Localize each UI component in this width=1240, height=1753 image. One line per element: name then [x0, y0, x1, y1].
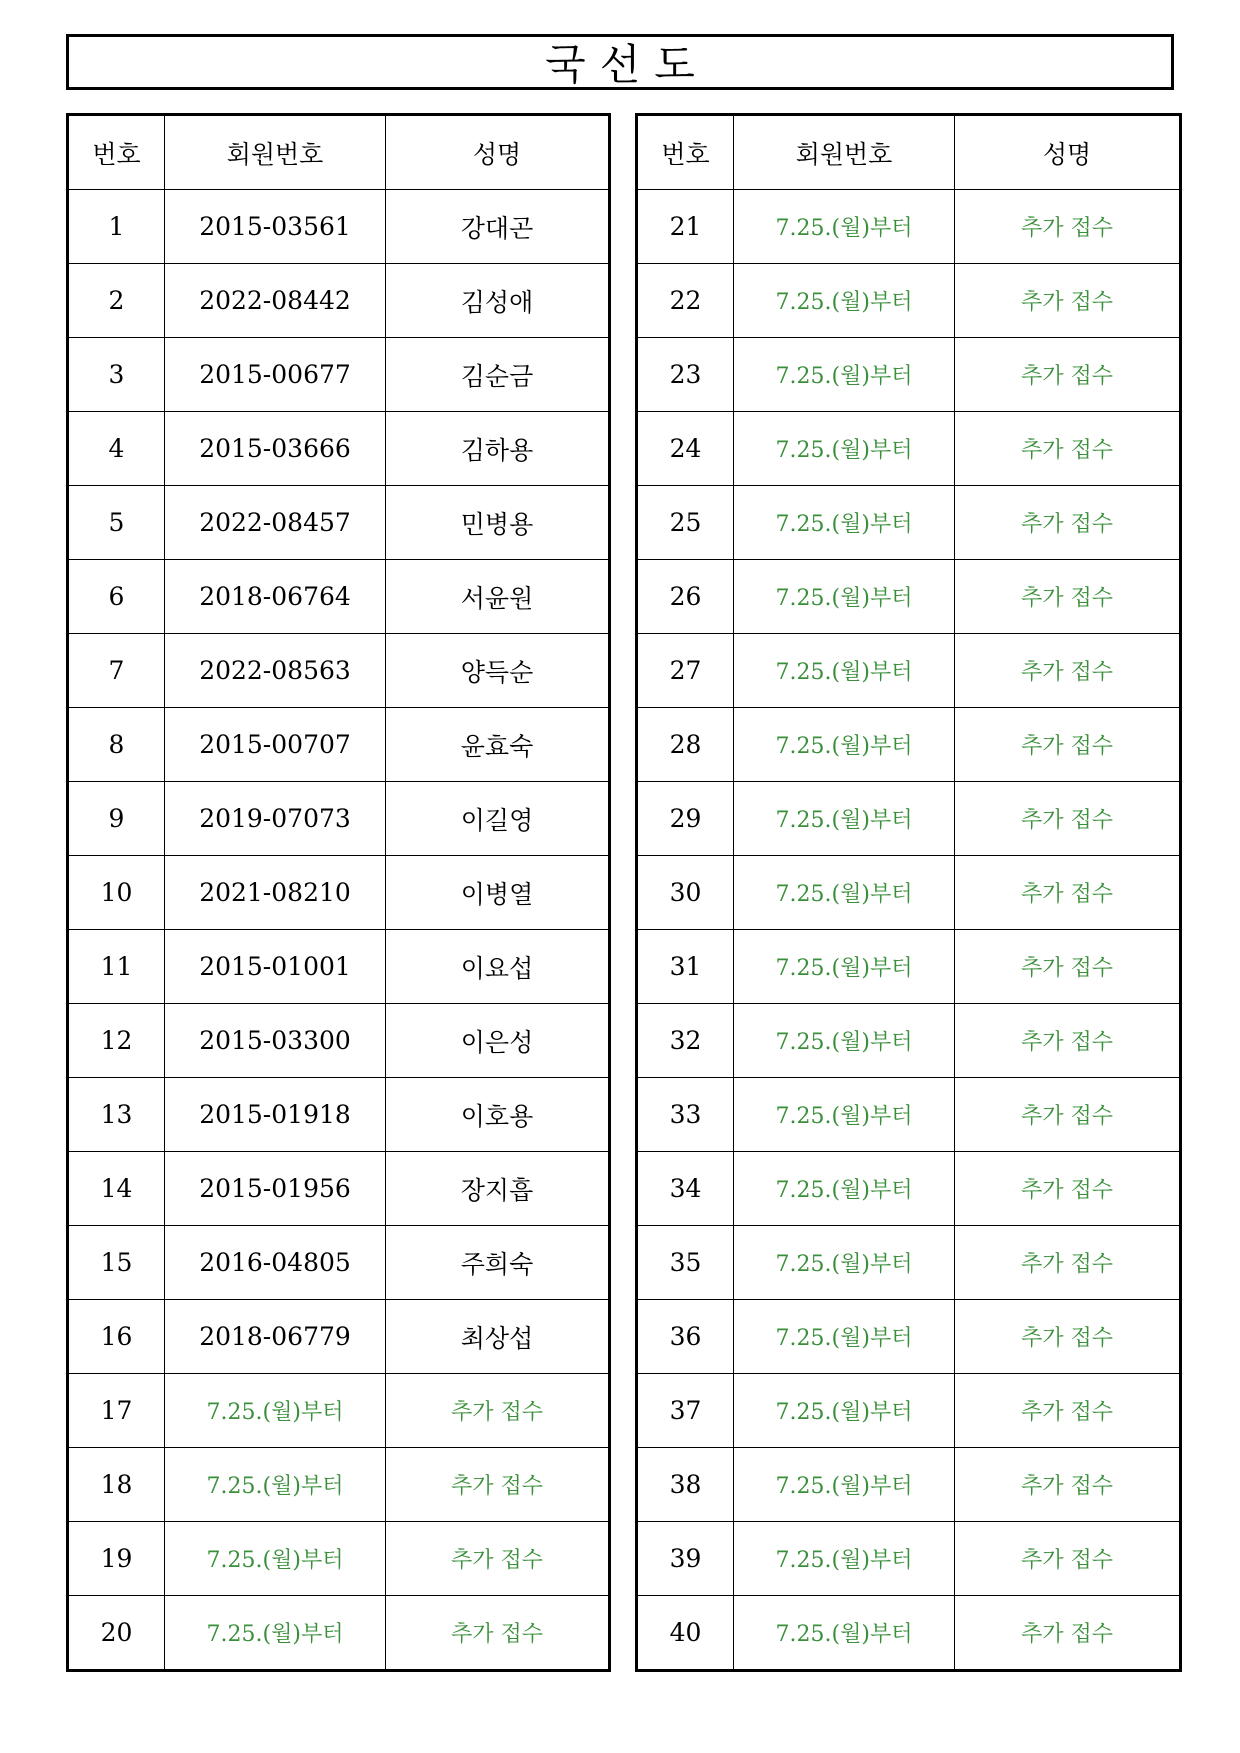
- member-name: 추가 접수: [955, 1078, 1181, 1152]
- member-id: 2015-03300: [165, 1004, 386, 1078]
- member-id: 2015-01918: [165, 1078, 386, 1152]
- member-id: 7.25.(월)부터: [734, 930, 955, 1004]
- member-id: 7.25.(월)부터: [734, 1448, 955, 1522]
- member-id: 7.25.(월)부터: [734, 1596, 955, 1671]
- member-name: 추가 접수: [955, 634, 1181, 708]
- member-name: 추가 접수: [955, 1374, 1181, 1448]
- member-name: 추가 접수: [955, 930, 1181, 1004]
- header-number: 번호: [637, 115, 734, 190]
- row-number: 40: [637, 1596, 734, 1671]
- table-row: [637, 1374, 1181, 1448]
- member-id: 7.25.(월)부터: [734, 412, 955, 486]
- member-name: 이호용: [386, 1078, 610, 1152]
- member-name: 추가 접수: [955, 560, 1181, 634]
- member-id: 7.25.(월)부터: [165, 1522, 386, 1596]
- table-row: [637, 708, 1181, 782]
- table-row: [68, 338, 610, 412]
- table-row: [68, 1596, 610, 1671]
- roster-table-right: [635, 113, 1182, 1672]
- table-row: [637, 782, 1181, 856]
- member-id: 2022-08457: [165, 486, 386, 560]
- member-id: 2021-08210: [165, 856, 386, 930]
- member-name: 추가 접수: [955, 338, 1181, 412]
- member-name: 추가 접수: [955, 782, 1181, 856]
- row-number: 14: [68, 1152, 165, 1226]
- table-row: [68, 1448, 610, 1522]
- row-number: 23: [637, 338, 734, 412]
- table-row: [68, 264, 610, 338]
- table-row: [68, 1004, 610, 1078]
- table-row: [68, 486, 610, 560]
- member-name: 이길영: [386, 782, 610, 856]
- table-row: [637, 634, 1181, 708]
- row-number: 27: [637, 634, 734, 708]
- table-row: [637, 412, 1181, 486]
- table-row: [68, 1374, 610, 1448]
- member-id: 7.25.(월)부터: [734, 1152, 955, 1226]
- table-row: [637, 338, 1181, 412]
- member-id: 2015-01001: [165, 930, 386, 1004]
- row-number: 5: [68, 486, 165, 560]
- row-number: 33: [637, 1078, 734, 1152]
- table-row: [637, 1448, 1181, 1522]
- member-name: 추가 접수: [386, 1448, 610, 1522]
- row-number: 22: [637, 264, 734, 338]
- table-row: [68, 1152, 610, 1226]
- member-id: 7.25.(월)부터: [734, 338, 955, 412]
- member-id: 2018-06764: [165, 560, 386, 634]
- member-id: 7.25.(월)부터: [734, 560, 955, 634]
- member-name: 강대곤: [386, 190, 610, 264]
- table-row: [637, 264, 1181, 338]
- table-row: [637, 1004, 1181, 1078]
- member-id: 7.25.(월)부터: [734, 1226, 955, 1300]
- table-header-row: [637, 115, 1181, 190]
- member-id: 7.25.(월)부터: [165, 1374, 386, 1448]
- table-row: [637, 560, 1181, 634]
- member-name: 추가 접수: [955, 1522, 1181, 1596]
- member-name: 양득순: [386, 634, 610, 708]
- row-number: 3: [68, 338, 165, 412]
- member-name: 추가 접수: [955, 264, 1181, 338]
- table-row: [637, 1078, 1181, 1152]
- row-number: 39: [637, 1522, 734, 1596]
- table-row: [68, 560, 610, 634]
- member-id: 2019-07073: [165, 782, 386, 856]
- member-id: 7.25.(월)부터: [734, 856, 955, 930]
- member-id: 7.25.(월)부터: [734, 634, 955, 708]
- row-number: 11: [68, 930, 165, 1004]
- row-number: 8: [68, 708, 165, 782]
- member-name: 장지흡: [386, 1152, 610, 1226]
- member-name: 추가 접수: [955, 1226, 1181, 1300]
- member-name: 이은성: [386, 1004, 610, 1078]
- table-row: [637, 486, 1181, 560]
- member-name: 추가 접수: [955, 708, 1181, 782]
- table-row: [637, 1522, 1181, 1596]
- member-id: 2015-00677: [165, 338, 386, 412]
- table-row: [637, 856, 1181, 930]
- row-number: 25: [637, 486, 734, 560]
- member-id: 7.25.(월)부터: [734, 782, 955, 856]
- member-name: 추가 접수: [386, 1522, 610, 1596]
- row-number: 36: [637, 1300, 734, 1374]
- table-row: [68, 1522, 610, 1596]
- row-number: 1: [68, 190, 165, 264]
- row-number: 24: [637, 412, 734, 486]
- row-number: 6: [68, 560, 165, 634]
- table-row: [68, 930, 610, 1004]
- member-id: 2022-08442: [165, 264, 386, 338]
- member-id: 2015-01956: [165, 1152, 386, 1226]
- page-title: 국선도: [545, 40, 709, 89]
- member-name: 추가 접수: [955, 1152, 1181, 1226]
- member-name: 김순금: [386, 338, 610, 412]
- table-row: [68, 1226, 610, 1300]
- member-id: 7.25.(월)부터: [165, 1596, 386, 1671]
- member-id: 7.25.(월)부터: [734, 1300, 955, 1374]
- member-name: 추가 접수: [386, 1374, 610, 1448]
- table-row: [637, 1596, 1181, 1671]
- member-name: 추가 접수: [386, 1596, 610, 1671]
- member-id: 2016-04805: [165, 1226, 386, 1300]
- roster-table-left: [66, 113, 611, 1672]
- member-name: 추가 접수: [955, 1004, 1181, 1078]
- row-number: 31: [637, 930, 734, 1004]
- row-number: 30: [637, 856, 734, 930]
- row-number: 7: [68, 634, 165, 708]
- member-id: 7.25.(월)부터: [734, 486, 955, 560]
- row-number: 21: [637, 190, 734, 264]
- table-row: [637, 1152, 1181, 1226]
- member-name: 민병용: [386, 486, 610, 560]
- member-name: 추가 접수: [955, 486, 1181, 560]
- member-name: 주희숙: [386, 1226, 610, 1300]
- member-name: 이병열: [386, 856, 610, 930]
- member-id: 2015-00707: [165, 708, 386, 782]
- member-name: 김성애: [386, 264, 610, 338]
- row-number: 26: [637, 560, 734, 634]
- member-id: 7.25.(월)부터: [734, 1522, 955, 1596]
- member-id: 7.25.(월)부터: [734, 1374, 955, 1448]
- member-id: 7.25.(월)부터: [734, 708, 955, 782]
- row-number: 17: [68, 1374, 165, 1448]
- member-name: 서윤원: [386, 560, 610, 634]
- row-number: 12: [68, 1004, 165, 1078]
- row-number: 38: [637, 1448, 734, 1522]
- row-number: 9: [68, 782, 165, 856]
- header-name: 성명: [955, 115, 1181, 190]
- member-name: 추가 접수: [955, 190, 1181, 264]
- table-row: [68, 1078, 610, 1152]
- row-number: 37: [637, 1374, 734, 1448]
- row-number: 10: [68, 856, 165, 930]
- member-id: 2018-06779: [165, 1300, 386, 1374]
- row-number: 13: [68, 1078, 165, 1152]
- table-row: [68, 782, 610, 856]
- row-number: 32: [637, 1004, 734, 1078]
- header-member-id: 회원번호: [734, 115, 955, 190]
- member-name: 추가 접수: [955, 412, 1181, 486]
- member-id: 7.25.(월)부터: [734, 264, 955, 338]
- table-row: [68, 634, 610, 708]
- member-name: 추가 접수: [955, 856, 1181, 930]
- title-box: [66, 34, 1174, 90]
- header-number: 번호: [68, 115, 165, 190]
- member-name: 추가 접수: [955, 1596, 1181, 1671]
- member-name: 최상섭: [386, 1300, 610, 1374]
- row-number: 2: [68, 264, 165, 338]
- member-id: 2015-03666: [165, 412, 386, 486]
- table-row: [68, 856, 610, 930]
- row-number: 28: [637, 708, 734, 782]
- row-number: 34: [637, 1152, 734, 1226]
- table-row: [68, 708, 610, 782]
- row-number: 29: [637, 782, 734, 856]
- member-name: 이요섭: [386, 930, 610, 1004]
- table-row: [637, 1300, 1181, 1374]
- member-name: 윤효숙: [386, 708, 610, 782]
- table-row: [637, 190, 1181, 264]
- row-number: 35: [637, 1226, 734, 1300]
- row-number: 15: [68, 1226, 165, 1300]
- member-name: 추가 접수: [955, 1448, 1181, 1522]
- table-row: [637, 1226, 1181, 1300]
- row-number: 20: [68, 1596, 165, 1671]
- row-number: 18: [68, 1448, 165, 1522]
- row-number: 16: [68, 1300, 165, 1374]
- member-name: 추가 접수: [955, 1300, 1181, 1374]
- row-number: 19: [68, 1522, 165, 1596]
- member-id: 2015-03561: [165, 190, 386, 264]
- table-header-row: [68, 115, 610, 190]
- member-id: 7.25.(월)부터: [734, 190, 955, 264]
- header-name: 성명: [386, 115, 610, 190]
- table-row: [68, 412, 610, 486]
- member-name: 김하용: [386, 412, 610, 486]
- member-id: 7.25.(월)부터: [734, 1078, 955, 1152]
- table-row: [68, 190, 610, 264]
- member-id: 7.25.(월)부터: [734, 1004, 955, 1078]
- table-row: [637, 930, 1181, 1004]
- member-id: 2022-08563: [165, 634, 386, 708]
- header-member-id: 회원번호: [165, 115, 386, 190]
- row-number: 4: [68, 412, 165, 486]
- table-row: [68, 1300, 610, 1374]
- member-id: 7.25.(월)부터: [165, 1448, 386, 1522]
